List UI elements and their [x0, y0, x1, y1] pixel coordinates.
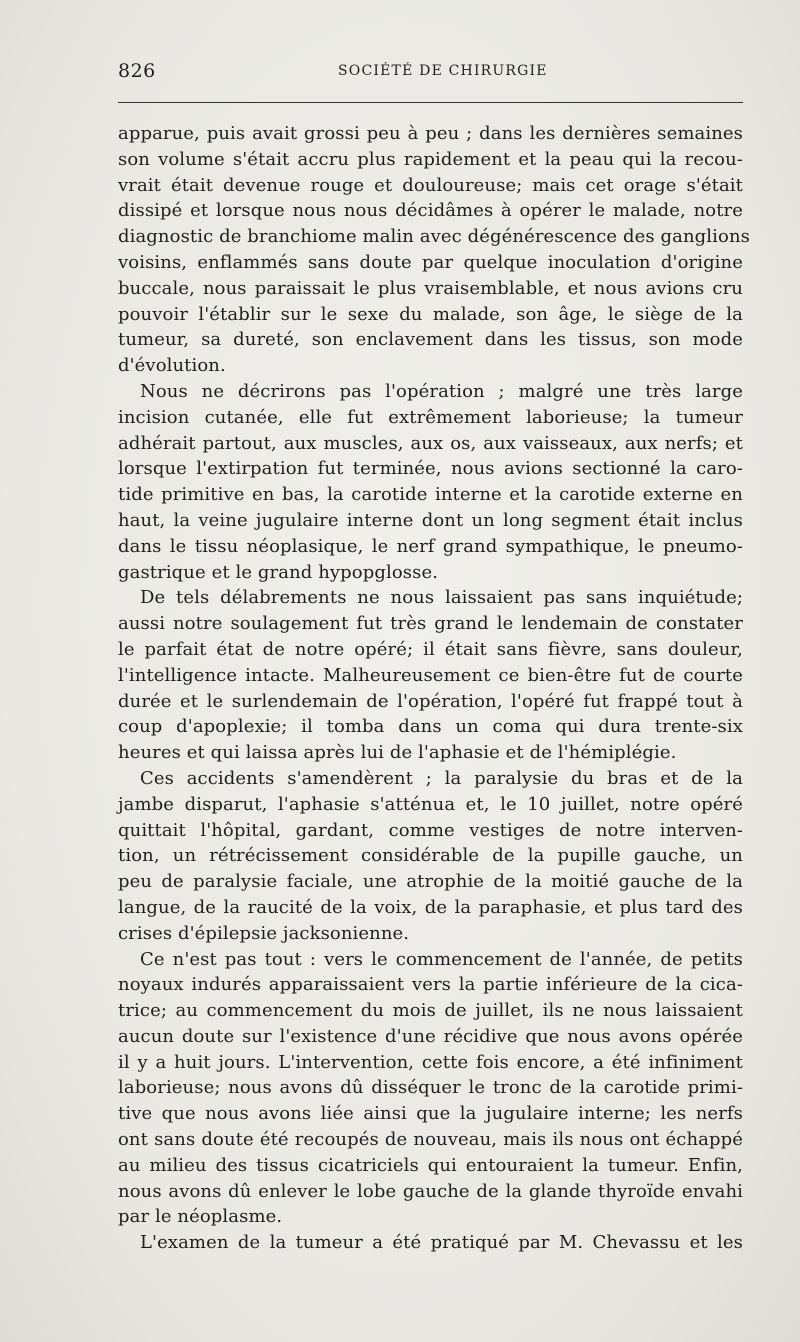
text-line: aussi notre soulagement fut très grand le lendemain de constater — [118, 613, 743, 635]
text-line: apparue, puis avait grossi peu à peu ; dans les dernières semaines — [118, 123, 743, 144]
text-line: langue, de la raucité de la voix, de la paraphasie, et plus tard des — [118, 896, 743, 918]
paragraph-first-line: De tels délabrements ne nous laissaient pas sans inquiétude; — [140, 587, 743, 609]
text-line: quittait l'hôpital, gardant, comme vestiges de notre interven- — [118, 819, 743, 841]
text-line: laborieuse; nous avons dû disséquer le tronc de la carotide primi- — [118, 1077, 743, 1099]
text-line: vrait était devenue rouge et douloureuse; mais cet orage s'était — [118, 174, 743, 196]
text-line: tion, un rétrécissement considérable de la pupille gauche, un — [118, 845, 743, 867]
text-line: son volume s'était accru plus rapidement et la peau qui la recou- — [118, 148, 743, 170]
text-line: jambe disparut, l'aphasie s'atténua et, le 10 juillet, notre opéré — [118, 793, 743, 815]
paragraph-first-line: Ces accidents s'amendèrent ; la paralysie du bras et de la — [140, 767, 743, 789]
paragraph-end-line: par le néoplasme. — [118, 1206, 283, 1228]
text-line: tide primitive en bas, la carotide interne et la carotide externe en — [118, 484, 743, 506]
text-line: l'intelligence intacte. Malheureusement ce bien-être fut de courte — [118, 664, 743, 686]
page-number: 826 — [118, 60, 156, 82]
paragraph-end-line: crises d'épilepsie jacksonienne. — [118, 922, 410, 944]
paragraph-first-line: Ce n'est pas tout : vers le commencement de l'année, de petits — [140, 948, 743, 970]
text-line: durée et le surlendemain de l'opération, l'opéré fut frappé tout à — [118, 690, 743, 712]
paragraph-first-line: Nous ne décrirons pas l'opération ; malgré une très large — [140, 380, 743, 402]
text-line: pouvoir l'établir sur le sexe du malade, son âge, le siège de la — [118, 303, 743, 325]
paragraph-end-line: gastrique et le grand hypopglosse. — [118, 561, 439, 583]
paragraph-end-line: heures et qui laissa après lui de l'aphasie et de l'hémiplégie. — [118, 742, 677, 764]
text-line: incision cutanée, elle fut extrêmement laborieuse; la tumeur — [118, 406, 743, 428]
text-line: il y a huit jours. L'intervention, cette fois encore, a été infiniment — [118, 1051, 743, 1073]
text-line: tive que nous avons liée ainsi que la jugulaire interne; les nerfs — [118, 1103, 743, 1125]
text-line: haut, la veine jugulaire interne dont un long segment était inclus — [118, 509, 743, 531]
text-line: peu de paralysie faciale, une atrophie de la moitié gauche de la — [118, 871, 743, 893]
text-line: coup d'apoplexie; il tomba dans un coma qui dura trente-six — [118, 716, 743, 738]
running-head: SOCIÉTÉ DE CHIRURGIE — [338, 63, 548, 79]
text-line: le parfait état de notre opéré; il était sans fièvre, sans douleur, — [118, 638, 743, 660]
text-line: ont sans doute été recoupés de nouveau, mais ils nous ont échappé — [118, 1129, 743, 1151]
page-header — [118, 60, 743, 84]
text-line: dans le tissu néoplasique, le nerf grand sympathique, le pneumo- — [118, 535, 743, 557]
text-line: noyaux indurés apparaissaient vers la partie inférieure de la cica- — [118, 974, 743, 996]
text-line: au milieu des tissus cicatriciels qui entouraient la tumeur. Enfin, — [118, 1154, 743, 1176]
text-line: trice; au commencement du mois de juillet, ils ne nous laissaient — [118, 1000, 743, 1022]
text-line: adhérait partout, aux muscles, aux os, aux vaisseaux, aux nerfs; et — [118, 432, 743, 454]
text-line: dissipé et lorsque nous nous décidâmes à opérer le malade, notre — [118, 200, 743, 222]
text-line: tumeur, sa dureté, son enclavement dans les tissus, son mode — [118, 329, 743, 351]
paragraph-end-line: d'évolution. — [118, 355, 226, 377]
text-line: buccale, nous paraissait le plus vraisemblable, et nous avions cru — [118, 277, 743, 299]
text-line: aucun doute sur l'existence d'une récidive que nous avons opérée — [118, 1025, 743, 1047]
text-line: lorsque l'extirpation fut terminée, nous avions sectionné la caro- — [118, 458, 743, 480]
body-text — [118, 121, 750, 1256]
paragraph-first-line: L'examen de la tumeur a été pratiqué par M. Chevassu et les — [140, 1232, 743, 1254]
header-rule — [118, 102, 743, 103]
text-line: diagnostic de branchiome malin avec dégénérescence des ganglions — [118, 226, 750, 248]
text-line: nous avons dû enlever le lobe gauche de la glande thyroïde envahi — [118, 1180, 743, 1202]
text-line: voisins, enflammés sans doute par quelque inoculation d'origine — [118, 251, 743, 273]
